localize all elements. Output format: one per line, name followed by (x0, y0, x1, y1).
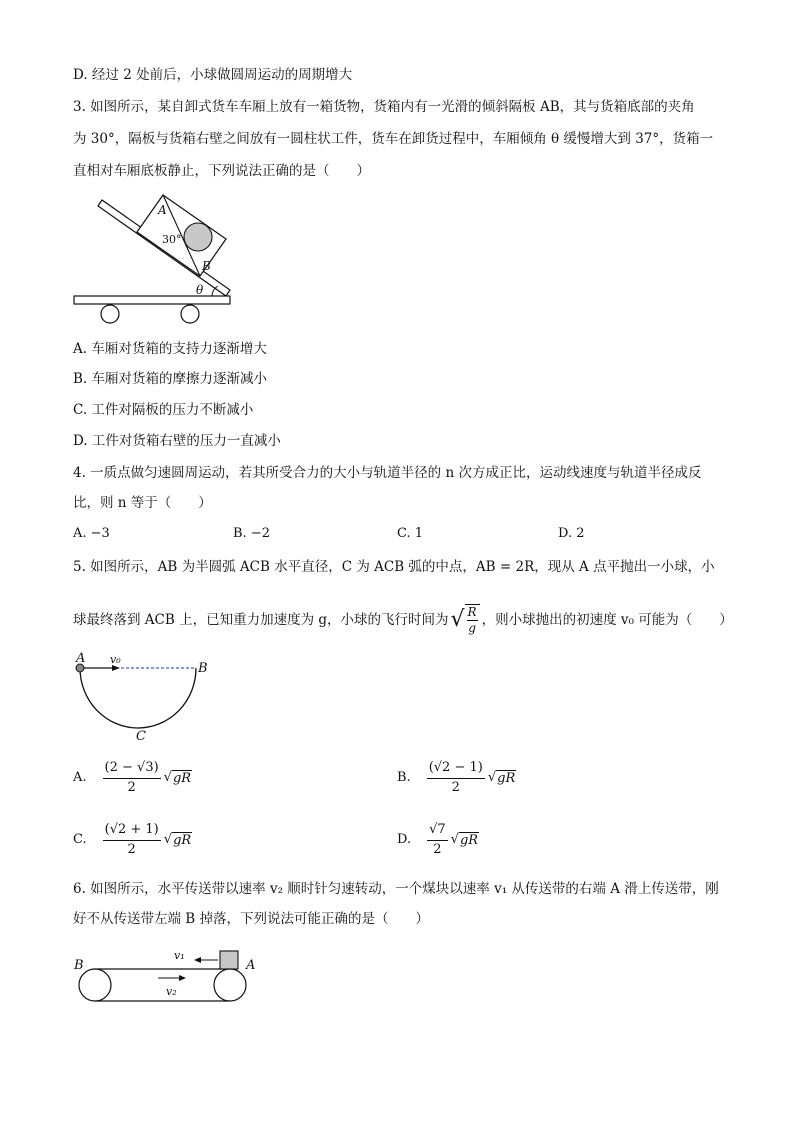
q6-stem-line-2: 好不从传送带左端 B 掉落，下列说法可能正确的是（ ） (73, 911, 430, 927)
truck-wheel (101, 305, 119, 323)
label-a: A (76, 651, 86, 666)
q5-option-a: A. $\frac{(2 - √3)}{2}$ √ gR (73, 760, 192, 795)
q4-option-d: D. 2 (558, 526, 585, 541)
q2-option-d: D. 经过 2 处前后，小球做圆周运动的周期增大 (73, 67, 353, 83)
label-angle: 30° (162, 233, 182, 246)
roller-right (214, 969, 246, 1001)
option-fraction: $\frac{(√2 + 1)}{2}$ (104, 822, 159, 857)
q3-option-c: C. 工件对隔板的压力不断减小 (73, 402, 254, 418)
option-letter: C. (73, 832, 87, 847)
option-root: gR (497, 770, 516, 786)
option-letter: B. (397, 770, 411, 785)
label-b: B (74, 958, 84, 973)
option-root: gR (172, 770, 192, 786)
q3-truck-figure (70, 190, 240, 328)
label-b: B (202, 259, 211, 273)
label-a: A (246, 958, 256, 973)
coal-block (220, 951, 238, 969)
q6-conveyor-figure (70, 945, 266, 1007)
option-fraction: $\frac{√7}{2}$ (429, 822, 446, 857)
arc-acb (80, 668, 196, 728)
q3-stem-line-3: 直相对车厢底板静止，下列说法正确的是（ ） (73, 163, 370, 179)
v2-arrowhead (179, 975, 186, 981)
q4-stem-line-1: 4. 一质点做匀速圆周运动，若其所受合力的大小与轨道半径的 n 次方成正比，运动线速度与轨道半径成反 (73, 465, 702, 481)
q5-stem-line-2 (73, 604, 733, 636)
option-letter: A. (73, 770, 87, 785)
q6-stem-line-1: 6. 如图所示，水平传送带以速率 v₂ 顺时针匀速转动，一个煤块以速率 v₁ 从传送带的右端 A 滑上传送带，刚 (73, 881, 719, 897)
q3-option-d: D. 工件对货箱右壁的压力一直减小 (73, 433, 281, 449)
q5-semicircle-figure (66, 648, 222, 744)
option-fraction: $\frac{(2 - √3)}{2}$ (104, 760, 159, 795)
cylinder-workpiece (184, 223, 212, 251)
sqrt-sign: √ (450, 607, 465, 632)
q3-option-b: B. 车厢对货箱的摩擦力逐渐减小 (73, 371, 268, 387)
q5-option-b: B. $\frac{(√2 - 1)}{2}$ √ gR (397, 760, 516, 795)
q3-stem-line-1: 3. 如图所示，某自卸式货车车厢上放有一箱货物，货箱内有一光滑的倾斜隔板 AB，其与货箱底部的夹角 (73, 99, 695, 115)
truck-chassis (74, 296, 230, 304)
label-v2: v₂ (166, 985, 177, 998)
q5-stem-line-2-end: ，则小球抛出的初速度 v₀ 可能为（ ） (481, 612, 733, 628)
q4-option-b: B. −2 (233, 526, 270, 541)
label-b: B (198, 661, 208, 676)
option-root: gR (173, 832, 192, 848)
q4-option-a: A. −3 (73, 526, 110, 541)
option-fraction: $\frac{(√2 - 1)}{2}$ (428, 760, 483, 795)
option-root: gR (459, 832, 479, 848)
option-letter: D. (397, 832, 412, 847)
q5-stem-line-1: 5. 如图所示，AB 为半圆弧 ACB 水平直径，C 为 ACB 弧的中点，AB = 2R，现从 A 点平抛出一小球，小 (73, 559, 715, 575)
flight-time-expression (451, 604, 480, 636)
q4-stem-line-2: 比，则 n 等于（ ） (73, 495, 212, 511)
q5-option-c: C. $\frac{(√2 + 1)}{2}$ √ gR (73, 822, 192, 857)
label-theta: θ (196, 283, 204, 297)
truck-wheel (181, 305, 199, 323)
label-v1: v₁ (174, 949, 185, 962)
q3-stem-line-2: 为 30°，隔板与货箱右壁之间放有一圆柱状工件，货车在卸货过程中，车厢倾角 θ 缓慢增大到 37°，货箱一 (73, 131, 714, 147)
q4-option-c: C. 1 (397, 526, 424, 541)
flight-time-denominator: g (468, 621, 476, 635)
roller-left (79, 969, 111, 1001)
q3-option-a: A. 车厢对货箱的支持力逐渐增大 (73, 341, 267, 357)
q5-option-d: D. $\frac{√7}{2}$ √ gR (397, 822, 479, 857)
label-v0: v₀ (110, 653, 121, 666)
flight-time-numerator: R (467, 605, 477, 619)
v1-arrowhead (194, 957, 201, 963)
q5-stem-line-2-start: 球最终落到 ACB 上，已知重力加速度为 g，小球的飞行时间为 (73, 612, 449, 628)
label-a: A (158, 203, 167, 217)
label-c: C (136, 729, 146, 744)
